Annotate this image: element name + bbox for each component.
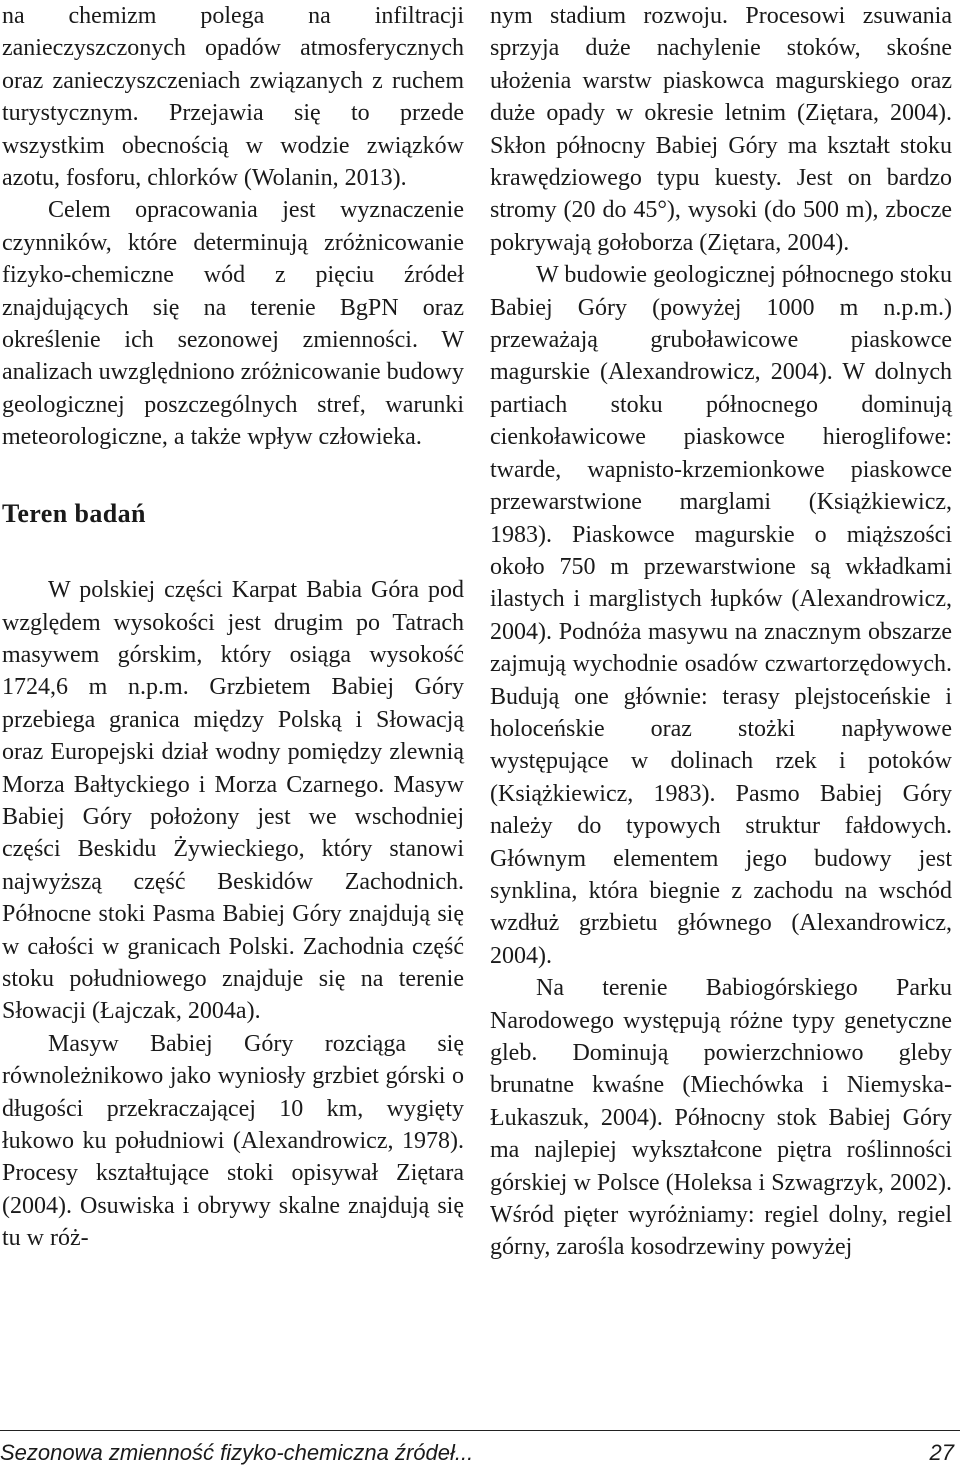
right-column bbox=[490, 0, 952, 1264]
right-paragraph-1: nym stadium rozwoju. Procesowi zsuwania sprzyja duże nachylenie stoków, skośne ułożenia warstw piaskowca magurskiego oraz duże opady w okresie letnim (Ziętara, 2004). Skłon północny Babiej Góry ma kształt stoku krawędziowego typu kuesty. Jest on bardzo stromy (20 do 45°), wysoki (do 500 m), zbocze pokrywają gołoborza (Ziętara, 2004). bbox=[490, 3, 952, 256]
section-heading: Teren badań bbox=[2, 498, 146, 528]
left-paragraph-4: Masyw Babiej Góry rozciąga się równoleżnikowo jako wyniosły grzbiet górski o długości przekraczającej 10 km, wygięty łukowo ku południowi (Alexandrowicz, 1978). Procesy kształtujące stoki opisywał Ziętara (2004). Osuwiska i obrywy skalne znajdują się tu w róż- bbox=[2, 1030, 464, 1252]
left-column bbox=[2, 0, 464, 1255]
running-title: Sezonowa zmienność fizyko-chemiczna źródeł... bbox=[0, 1440, 474, 1465]
right-paragraph-3: Na terenie Babiogórskiego Parku Narodowego występują różne typy genetyczne gleb. Dominują powierzchniowo gleby brunatne kwaśne (Miechówka i Niemyska-Łukaszuk, 2004). Północny stok Babiej Góry ma najlepiej wykształcone piętra roślinności górskiej w Polsce (Holeksa i Szwagrzyk, 2002). Wśród pięter wyróżniamy: regiel dolny, regiel górny, zarośla kosodrzewiny powyżej bbox=[490, 975, 952, 1261]
left-paragraph-1: na chemizm polega na infiltracji zanieczyszczonych opadów atmosferycznych oraz zanieczyszczeniach związanych z ruchem turystycznym. Przejawia się to przede wszystkim obecnością w wodzie związków azotu, fosforu, chlorków (Wolanin, 2013). bbox=[2, 3, 464, 192]
right-paragraph-2: W budowie geologicznej północnego stoku Babiej Góry (powyżej 1000 m n.p.m.) przeważają gruboławicowe piaskowce magurskie (Alexandrowicz, 2004). W dolnych partiach stoku północnego dominują cienkoławicowe piaskowce hieroglifowe: twarde, wapnisto-krzemionkowe piaskowce przewarstwione marglami (Książkiewicz, 1983). Piaskowce magurskie o miąższości około 750 m przewarstwione są wkładkami ilastych i marglistych łupków (Alexandrowicz, 2004). Podnóża masywu na znacznym obszarze zajmują wychodnie osadów czwartorzędowych. Budują one głównie: terasy plejstoceńskie i holoceńskie oraz stożki napływowe występujące w dolinach rzek i potoków (Książkiewicz, 1983). Pasmo Babiej Góry należy do typowych struktur fałdowych. Głównym elementem jego budowy jest synklina, która biegnie z zachodu na wschód wzdłuż grzbietu głównego (Alexandrowicz, 2004). bbox=[490, 262, 952, 969]
page-footer bbox=[0, 1430, 960, 1466]
left-paragraph-2: Celem opracowania jest wyznaczenie czynników, które determinują zróżnicowanie fizyko-chemiczne wód z pięciu źródeł znajdujących się na terenie BgPN oraz określenie ich sezonowej zmienności. W analizach uwzględniono zróżnicowanie budowy geologicznej poszczególnych stref, warunki meteorologiczne, a także wpływ człowieka. bbox=[2, 197, 464, 451]
page-number: 27 bbox=[929, 1440, 954, 1465]
left-paragraph-3: W polskiej części Karpat Babia Góra pod względem wysokości jest drugim po Tatrach masywem górskim, który osiąga wysokość 1724,6 m n.p.m. Grzbietem Babiej Góry przebiega granica między Polską i Słowacją oraz Europejski dział wodny pomiędzy zlewnią Morza Bałtyckiego i Morza Czarnego. Masyw Babiej Góry położony jest we wschodniej części Beskidu Żywieckiego, który stanowi najwyższą część Beskidów Zachodnich. Północne stoki Pasma Babiej Góry znajdują się w całości w granicach Polski. Zachodnia część stoku południowego znajduje się na terenie Słowacji (Łajczak, 2004a). bbox=[2, 577, 464, 1025]
